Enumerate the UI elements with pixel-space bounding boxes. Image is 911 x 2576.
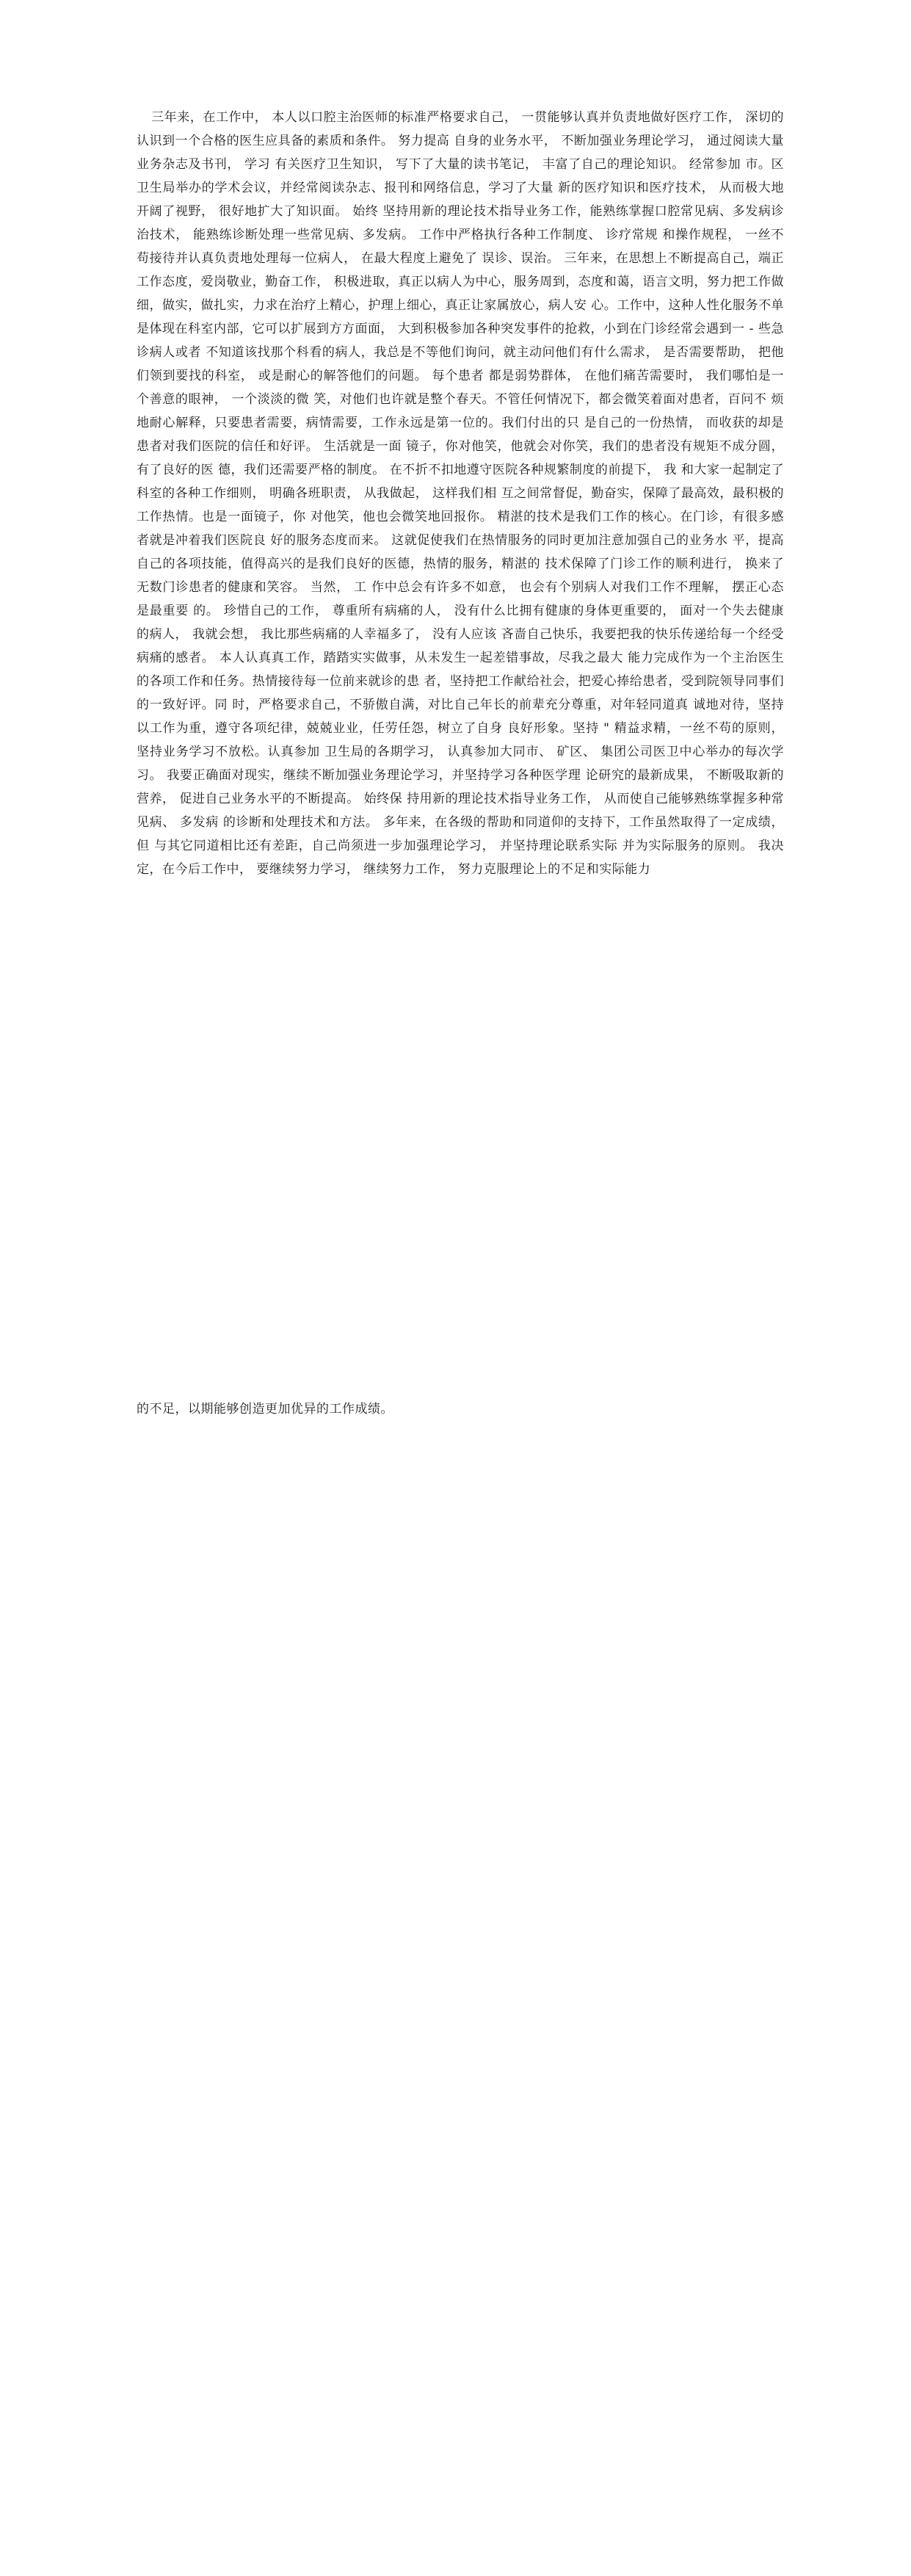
body-paragraph [137, 106, 784, 881]
document-body-continuation [137, 1397, 784, 1421]
body-paragraph-text: 三年来，在工作中， 本人以口腔主治医师的标准严格要求自己， 一贯能够认真并负责地做好医疗工作， 深切的认识到一个合格的医生应具备的素质和条件。 努力提高 自身的业务水平， 不断加强业务理论学习， 通过阅读大量业务杂志及书刊， 学习 有关医疗卫生知识， 写下了大量的读书笔记， 丰富了自己的理论知识。 经常参加 市。区卫生局举办的学术会议，并经常阅读杂志、报刊和网络信息，学习了大量 新的医疗知识和医疗技术， 从而极大地开阔了视野， 很好地扩大了知识面。 始终 坚持用新的理论技术指导业务工作，能熟练掌握口腔常见病、多发病诊治技术， 能熟练诊断处理一些常见病、多发病。 工作中严格执行各种工作制度、 诊疗常规 和操作规程， 一丝不苟接待并认真负责地处理每一位病人， 在最大程度上避免了 误诊、误治。 三年来，在思想上不断提高自己，端正工作态度，爱岗敬业，勤奋工作， 积极进取，真正以病人为中心，服务周到，态度和蔼，语言文明，努力把工作做 细，做实，做扎实，力求在治疗上精心，护理上细心，真正让家属放心，病人安 心。工作中，这种人性化服务不单是体现在科室内部，它可以扩展到方方面面， 大到积极参加各种突发事件的抢救，小到在门诊经常会遇到一 - 些急诊病人或者 不知道该找那个科看的病人，我总是不等他们询问，就主动问他们有什么需求， 是否需要帮助， 把他们领到要找的科室， 或是耐心的解答他们的问题。 每个患者 都是弱势群体， 在他们痛苦需要时， 我们哪怕是一个善意的眼神， 一个淡淡的微 笑，对他们也许就是整个春天。不管任何情况下，都会微笑着面对患者，百问不 烦地耐心解释，只要患者需要，病情需要，工作永远是第一位的。我们付出的只 是自己的一份热情， 而收获的却是患者对我们医院的信任和好评。 生活就是一面 镜子，你对他笑，他就会对你笑，我们的患者没有规矩不成分圆，有了良好的医 德，我们还需要严格的制度。 在不折不扣地遵守医院各种规繁制度的前提下， 我 和大家一起制定了科室的各种工作细则， 明确各班职责， 从我做起， 这样我们相 互之间常督促，勤奋实，保障了最高效，最积极的工作热情。也是一面镜子，你 对他笑，他也会微笑地回报你。 精湛的技术是我们工作的核心。在门诊，有很多感者就是冲着我们医院良 好的服务态度而来。 这就促使我们在热情服务的同时更加注意加强自己的业务水 平，提高自己的各项技能，值得高兴的是我们良好的医德，热情的服务，精湛的 技术保障了门诊工作的顺利进行， 换来了无数门诊患者的健康和笑容。 当然， 工 作中总会有许多不如意， 也会有个别病人对我们工作不理解， 摆正心态是最重要 的。 珍惜自己的工作， 尊重所有病痛的人， 没有什么比拥有健康的身体更重要的， 面对一个失去健康的病人， 我就会想， 我比那些病痛的人幸福多了， 没有人应该 吝啬自己快乐，我要把我的快乐传递给每一个经受病痛的感者。 本人认真真工作，踏踏实实做事，从未发生一起差错事故，尽我之最大 能力完成作为一个主治医生的各项工作和任务。热情接待每一位前来就诊的患 者，坚持把工作献给社会，把爱心捧给患者，受到院领导同事们的一致好评。同 时，严格要求自己，不骄傲自满，对比自己年长的前辈充分尊重，对年轻同道真 诚地对待，坚持以工作为重，遵守各项纪律，兢兢业业，任劳任怨，树立了自身 良好形象。坚持 " 精益求精，一丝不苟的原则，坚持业务学习不放松。认真参加 卫生局的各期学习， 认真参加大同市、 矿区、 集团公司医卫中心举办的每次学习。 我要正确面对现实，继续不断加强业务理论学习，并坚持学习各种医学理 论研究的最新成果， 不断吸取新的营养， 促进自己业务水平的不断提高。 始终保 持用新的理论技术指导业务工作， 从而使自己能够熟练掌握多种常见病、 多发病 的诊断和处理技术和方法。 多年来，在各级的帮助和同道仰的支持下，工作虽然取得了一定成绩，但 与其它同道相比还有差距，自己尚须进一步加强理论学习， 并坚持理论联系实际 并为实际服务的原则。 我决定，在今后工作中， 要继续努力学习， 继续努力工作， 努力克服理论上的不足和实际能力 [137, 110, 784, 877]
document-body [137, 106, 784, 881]
continuation-paragraph: 的不足，以期能够创造更加优异的工作成绩。 [137, 1402, 393, 1417]
